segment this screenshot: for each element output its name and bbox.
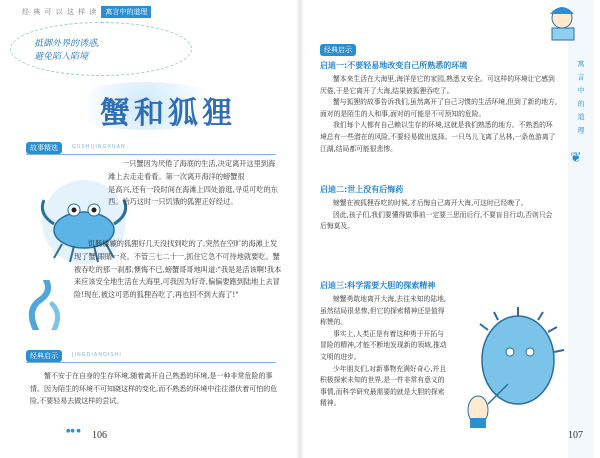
page-header [22,6,151,18]
page-number-left: 106 [92,430,107,441]
bubble-text [34,38,100,64]
seaweed-decoration [16,280,76,330]
section-3-para: 事实上,人类正是有着这种勇于开拓与冒险的精神,才能不断地发现新的领域,推动文明的进步。 [320,329,447,361]
right-page [300,0,600,458]
note-tag: 经典启示 [26,350,62,362]
section-2-para: 螃蟹在被狐狸吞吃的时候,才后悔自己离开大海,可这时已经晚了。 [333,199,528,207]
section-1-para: 我们每个人都有自己赖以生存的环境,这就是我们熟悉的地方。不熟悉的环境总有一些潜在的风险,不要轻易做出选择。一只鸟儿飞离了丛林,一条鱼游离了江湖,结局都可能很悲惨。 [320,121,556,153]
story-para-2: 是高兴,还有一段时间在海滩上四处游逛,寻觅可吃的东西。恰巧这时一只饥饿的狐狸正好经过。 [108,184,278,207]
section-3-para: 少年朋友们,对新事物充满好奇心,并且积极探索未知的世界,是一件非常有意义的事情,而科学研究最需要的就是大胆的探索精神。 [320,364,447,408]
bubble-line-1: 抵御外界的诱惑, [34,39,100,49]
section-2-title: 启迪二:世上没有后悔药 [320,185,404,194]
section-3-title: 启迪三:科学需要大胆的探索精神 [320,281,436,290]
note-tag-sub: JINGDIANQISHI [72,352,122,358]
section-2-para: 因此,孩子们,我们要懂得做事前一定要三思而后行,不要盲目行动,否则只会后悔莫及。 [320,210,553,231]
right-tag: 经典启示 [320,44,356,56]
story-top [108,158,278,209]
section-3-text [320,294,448,410]
section-3-para: 螃蟹勇敢地离开大海,去往未知的陆地,虽然结局很悲惨,但它的探索精神还是值得称赞的。 [320,295,447,327]
story-tag-sub: GUSHIJINGXUAN [72,144,126,150]
header-chapter: 寓言中的道理 [101,6,151,18]
section-1-para: 蟹本来生活在大海里,海洋是它的家园,熟悉又安全。可这样的环境让它感到厌倦,于是它离开了大海,结果被狐狸吞吃了。 [320,75,555,95]
story-tag: 故事精选 [26,142,62,154]
leaf-icon: ❦ [570,150,582,166]
header-series: 经 典 可 以 这 样 读 [22,8,98,16]
kid-reading-illustration [532,4,592,44]
bubble-line-2: 避免陷入陷境 [34,52,89,62]
section-1-para: 蟹与狐狸的故事告诉我们,虽然离开了自己习惯的生活环境,但到了新的地方,面对的是陌生的人和事,面对的可能是不可预知的危险。 [320,98,557,118]
section-1-title: 启迪一:不要轻易地改变自己所熟悉的环境 [320,61,468,70]
divider [26,154,276,155]
story-para-3: 饥肠辘辘的狐狸好几天没找到吃的了,突然在空旷的海滩上发现了蟹,眼睛一亮。不管三七二十一,抓住它急不可待地就要吃。蟹被吞吃的那一刹那,懊悔不已,螃蟹哥哥地叫道:"我是是活该啊!我本来应该安全地生活在大海里,可我因为好奇,偏偏要跑到陆地上去冒险!现在,被这可恶的狐狸吞吃了,再也回不到大海了!" [74,239,282,300]
note-text: 蟹不安于在自身的生存环境,随着离开自己熟悉的环境,是一种非常危险的事情。因为陌生的环境不可知晓这样的变化,而不熟悉的环境中往往潜伏着可怕的危险,不要轻易去做这样的尝试。 [30,372,278,405]
divider [26,362,276,363]
page-title: 蟹和狐狸 [100,97,236,130]
story-bottom [74,238,282,302]
section-1-text [320,74,558,155]
spiky-creature-illustration [448,300,568,430]
footer-dots: ●● ● [66,428,81,434]
side-chapter-text: 寓 言 中 的 道 理 [577,60,585,136]
section-2-text [320,198,558,233]
story-para-1: 一只蟹因为厌倦了海底的生活,决定离开这里到海滩上去走走看看。第一次离开海洋的螃蟹很 [108,159,276,181]
page-number-right: 107 [568,430,583,441]
